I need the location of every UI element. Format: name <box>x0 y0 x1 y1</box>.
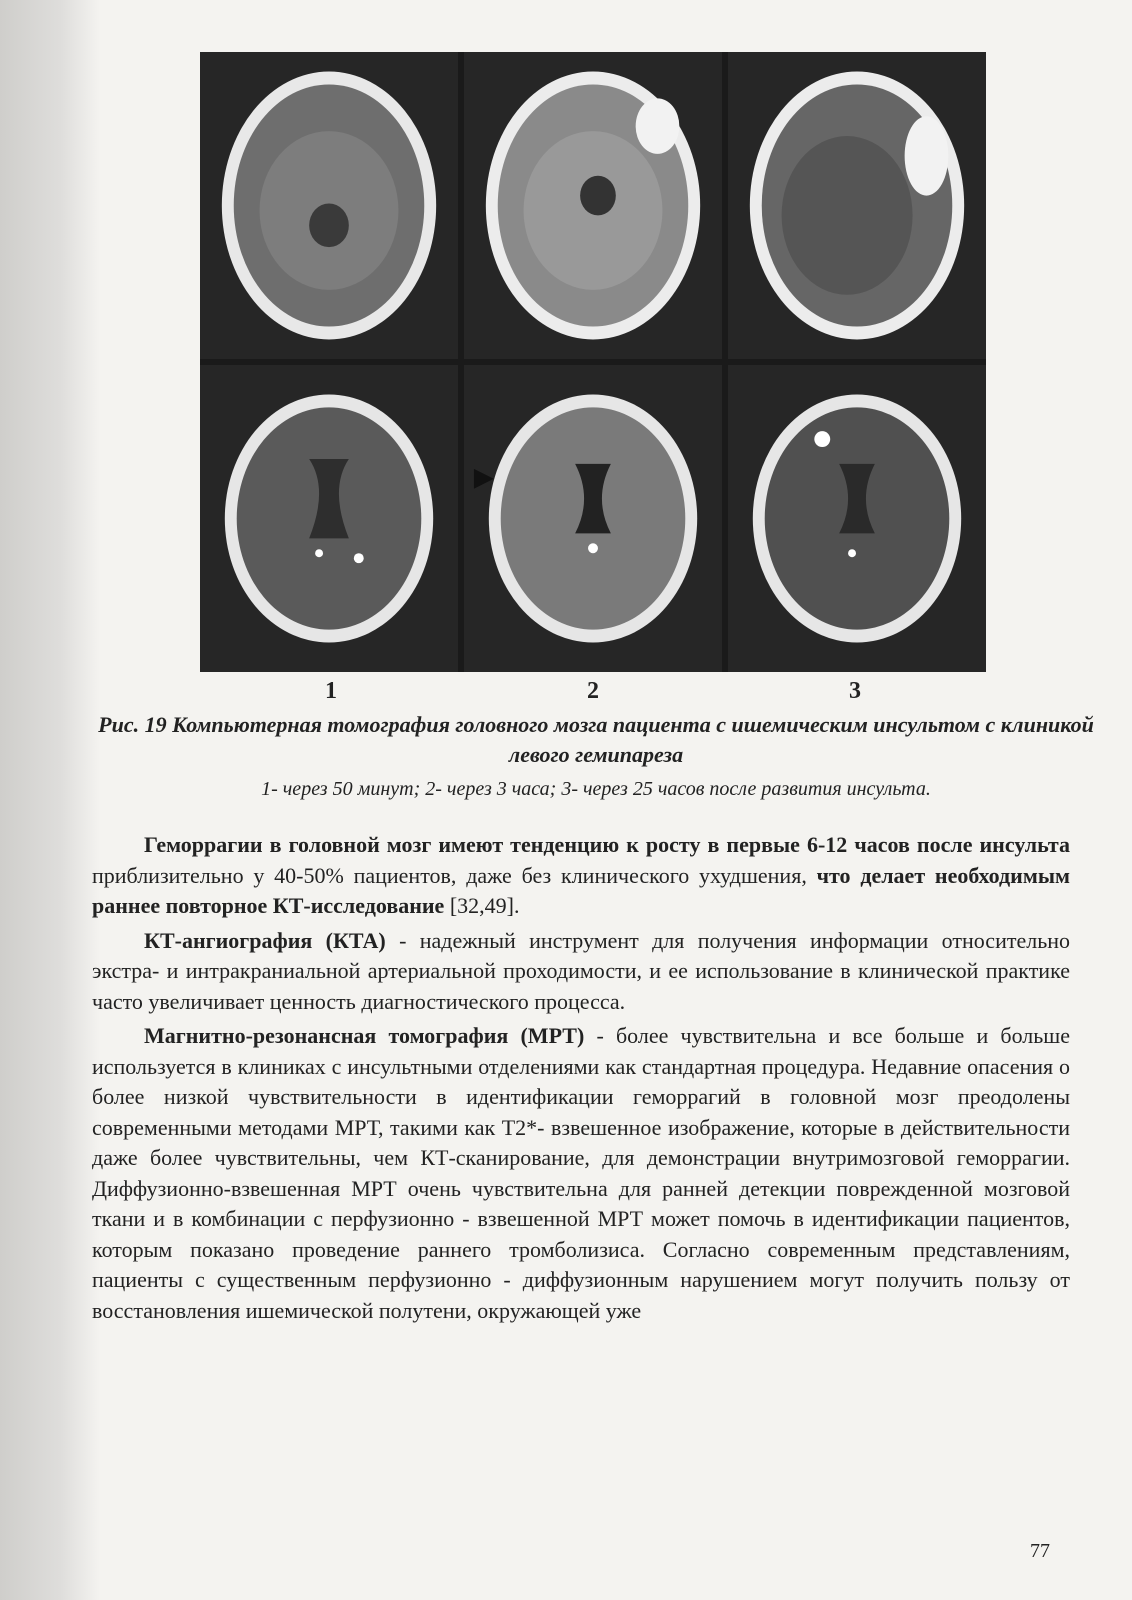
ct-scan-2-bottom <box>464 365 722 672</box>
ct-figure <box>200 52 986 672</box>
column-label-1: 1 <box>325 678 337 704</box>
paragraph-2-text: - надежный инструмент для получения информации относительно экстра- и интракраниальной артериальной проходимости, и ее использование в клинической практике часто увеличивает ценность диагностического процесса. <box>92 927 1071 1014</box>
paragraph-3-bold-lead: Магнитно-резонансная томография (МРТ) <box>144 1023 585 1048</box>
column-label-2: 2 <box>587 678 599 704</box>
figure-caption <box>96 710 1096 804</box>
scan-edge <box>0 0 100 1600</box>
paragraph-mri <box>92 1021 1070 1326</box>
ct-scan-3-top <box>728 52 986 359</box>
column-label-3: 3 <box>849 678 861 704</box>
caption-title: Рис. 19 Компьютерная томография головного мозга пациента с ишемическим инсультом с клиникой левого гемипареза <box>98 712 1094 767</box>
figure-column-labels <box>200 678 986 706</box>
body-text <box>92 830 1070 1330</box>
ct-scan-1-top <box>200 52 458 359</box>
paragraph-3-text: - более чувствительна и все больше и больше используется в клиниках с инсультными отделениями как стандартная процедура. Недавние опасения о более низкой чувствительности в идентификации геморрагий в головной мозг преодолены современными методами МРТ, такими как Т2*- взвешенное изображение, которые в действительности даже более чувствительны, чем КТ-сканирование, для демонстрации внутримозговой геморрагии. Диффузионно-взвешенная МРТ очень чувствительна для ранней детекции поврежденной мозговой ткани и в комбинации с перфузионно - взвешенной МРТ может помочь в идентификации пациентов, которым показано проведение раннего тромболизиса. Согласно современным представлениям, пациенты с существенным перфузионно - диффузионным нарушением могут получить пользу от восстановления ишемической полутени, окружающей уже <box>92 1023 1071 1323</box>
caption-legend: 1- через 50 минут; 2- через 3 часа; 3- через 25 часов после развития инсульта. <box>261 778 931 800</box>
paragraph-cta <box>92 926 1070 1018</box>
ct-scan-2-top <box>464 52 722 359</box>
paragraph-1-text-mid: приблизительно у 40-50% пациентов, даже без клинического ухудшения, <box>92 862 817 888</box>
ct-scan-3-bottom <box>728 365 986 672</box>
paragraph-1-bold-tail: что делает необходимым раннее повторное КТ-исследование <box>92 862 1070 918</box>
paragraph-2-bold-lead: КТ-ангиография (КТА) <box>144 927 386 953</box>
page-number: 77 <box>1030 1540 1050 1562</box>
paragraph-hemorrhage <box>92 830 1070 922</box>
paragraph-1-text-end: [32,49]. <box>444 893 520 918</box>
ct-scan-1-bottom <box>200 365 458 672</box>
paragraph-1-bold-lead: Геморрагии в головной мозг имеют тенденцию к росту в первые 6-12 часов после инсульта <box>144 832 1070 857</box>
